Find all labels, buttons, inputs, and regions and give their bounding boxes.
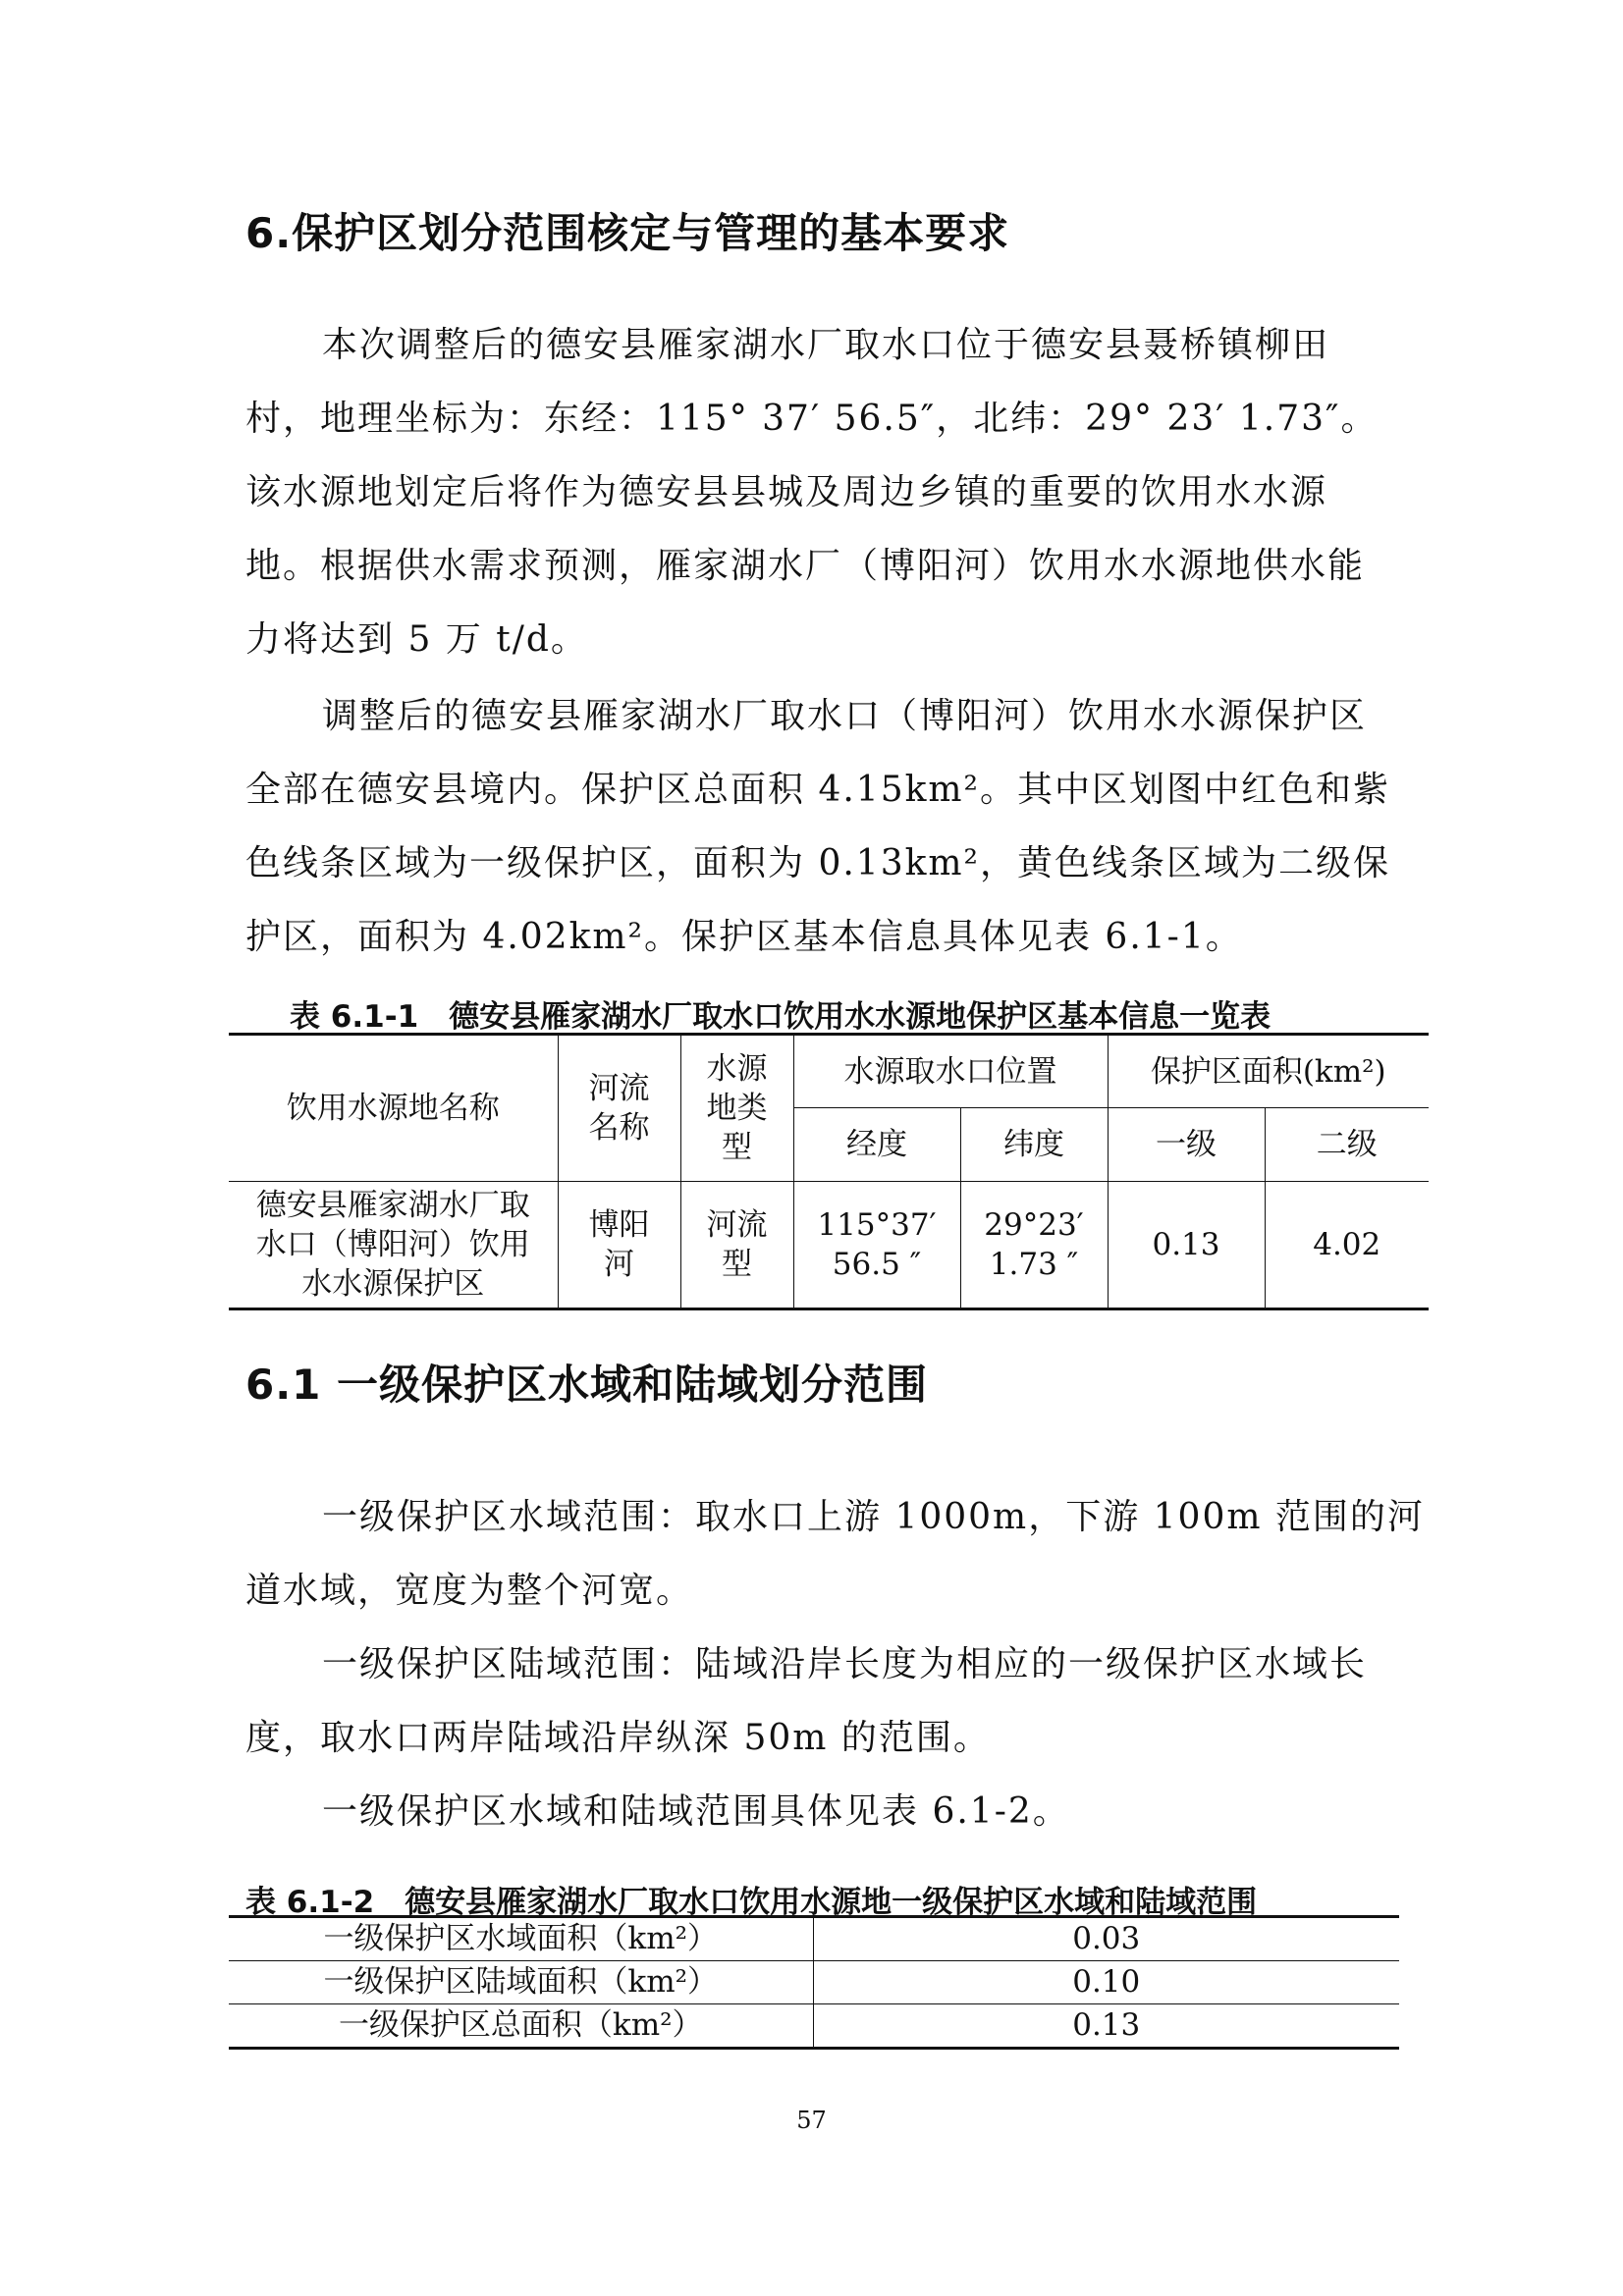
table-header-row [229, 1035, 1429, 1108]
cell-source-type: 河流 型 [680, 1182, 793, 1309]
text-line: 一级保护区陆域范围：陆域沿岸长度为相应的一级保护区水域长 [322, 1644, 1368, 1684]
table-row [229, 1182, 1429, 1309]
paragraph-protection-area [245, 679, 1390, 974]
text-line: 调整后的德安县雁家湖水厂取水口（博阳河）饮用水水源保护区 [322, 696, 1368, 736]
text-line: 一级保护区水域范围：取水口上游 1000m，下游 100m 范围的河 [322, 1497, 1425, 1537]
table-6-1-1 [229, 1033, 1429, 1310]
text-line: 一级保护区水域和陆域范围具体见表 6.1-2。 [322, 1791, 1070, 1832]
section-heading-6: 6.保护区划分范围核定与管理的基本要求 [245, 209, 1010, 257]
table-row [229, 2004, 1399, 2049]
row-label: 一级保护区陆域面积（km²） [229, 1961, 813, 2004]
header-longitude: 经度 [793, 1108, 960, 1182]
text-line: 道水域，宽度为整个河宽。 [245, 1571, 694, 1611]
row-label: 一级保护区水域面积（km²） [229, 1917, 813, 1961]
header-river-name: 河流 名称 [558, 1035, 680, 1182]
header-intake-position: 水源取水口位置 [793, 1035, 1108, 1108]
paragraph-table-reference [245, 1775, 1387, 1848]
row-value: 0.10 [813, 1961, 1399, 2004]
text-line: 度，取水口两岸陆域沿岸纵深 50m 的范围。 [245, 1718, 991, 1758]
text-line: 村，地理坐标为：东经：115° 37′ 56.5″，北纬：29° 23′ 1.73″。 [245, 399, 1379, 439]
paragraph-intake-location [245, 308, 1387, 676]
row-value: 0.13 [813, 2004, 1399, 2049]
paragraph-water-area-scope [245, 1480, 1425, 1628]
text-line: 该水源地划定后将作为德安县县城及周边乡镇的重要的饮用水水源 [245, 472, 1328, 512]
cell-longitude: 115°37′ 56.5 ″ [793, 1182, 960, 1309]
table-row [229, 1961, 1399, 2004]
header-level-2: 二级 [1265, 1108, 1429, 1182]
cell-level-2-area: 4.02 [1265, 1182, 1429, 1309]
cell-river-name: 博阳 河 [558, 1182, 680, 1309]
text-line: 本次调整后的德安县雁家湖水厂取水口位于德安县聂桥镇柳田 [322, 325, 1330, 365]
table-6-1-1-caption: 表 6.1-1 德安县雁家湖水厂取水口饮用水水源地保护区基本信息一览表 [290, 999, 1271, 1035]
header-level-1: 一级 [1108, 1108, 1265, 1182]
paragraph-land-area-scope [245, 1628, 1387, 1775]
text-line: 地。根据供水需求预测，雁家湖水厂（博阳河）饮用水水源地供水能 [245, 546, 1366, 586]
header-source-name: 饮用水源地名称 [229, 1035, 558, 1182]
row-value: 0.03 [813, 1917, 1399, 1961]
header-source-type: 水源 地类 型 [680, 1035, 793, 1182]
cell-level-1-area: 0.13 [1108, 1182, 1265, 1309]
table-6-1-2-caption: 表 6.1-2 德安县雁家湖水厂取水口饮用水源地一级保护区水域和陆域范围 [245, 1885, 1258, 1920]
table-row [229, 1917, 1399, 1961]
header-latitude: 纬度 [960, 1108, 1108, 1182]
page-number: 57 [796, 2107, 827, 2134]
cell-latitude: 29°23′ 1.73 ″ [960, 1182, 1108, 1309]
text-line: 全部在德安县境内。保护区总面积 4.15km²。其中区划图中红色和紫 [245, 770, 1390, 810]
text-line: 色线条区域为一级保护区，面积为 0.13km²，黄色线条区域为二级保 [245, 843, 1390, 883]
table-6-1-2 [229, 1915, 1399, 2050]
row-label: 一级保护区总面积（km²） [229, 2004, 813, 2049]
text-line: 护区，面积为 4.02km²。保护区基本信息具体见表 6.1-1。 [245, 917, 1243, 957]
section-heading-6-1: 6.1 一级保护区水域和陆域划分范围 [245, 1361, 929, 1409]
text-line: 力将达到 5 万 t/d。 [245, 619, 588, 660]
header-protection-area: 保护区面积(km²) [1108, 1035, 1429, 1108]
cell-source-name: 德安县雁家湖水厂取 水口（博阳河）饮用 水水源保护区 [229, 1182, 558, 1309]
